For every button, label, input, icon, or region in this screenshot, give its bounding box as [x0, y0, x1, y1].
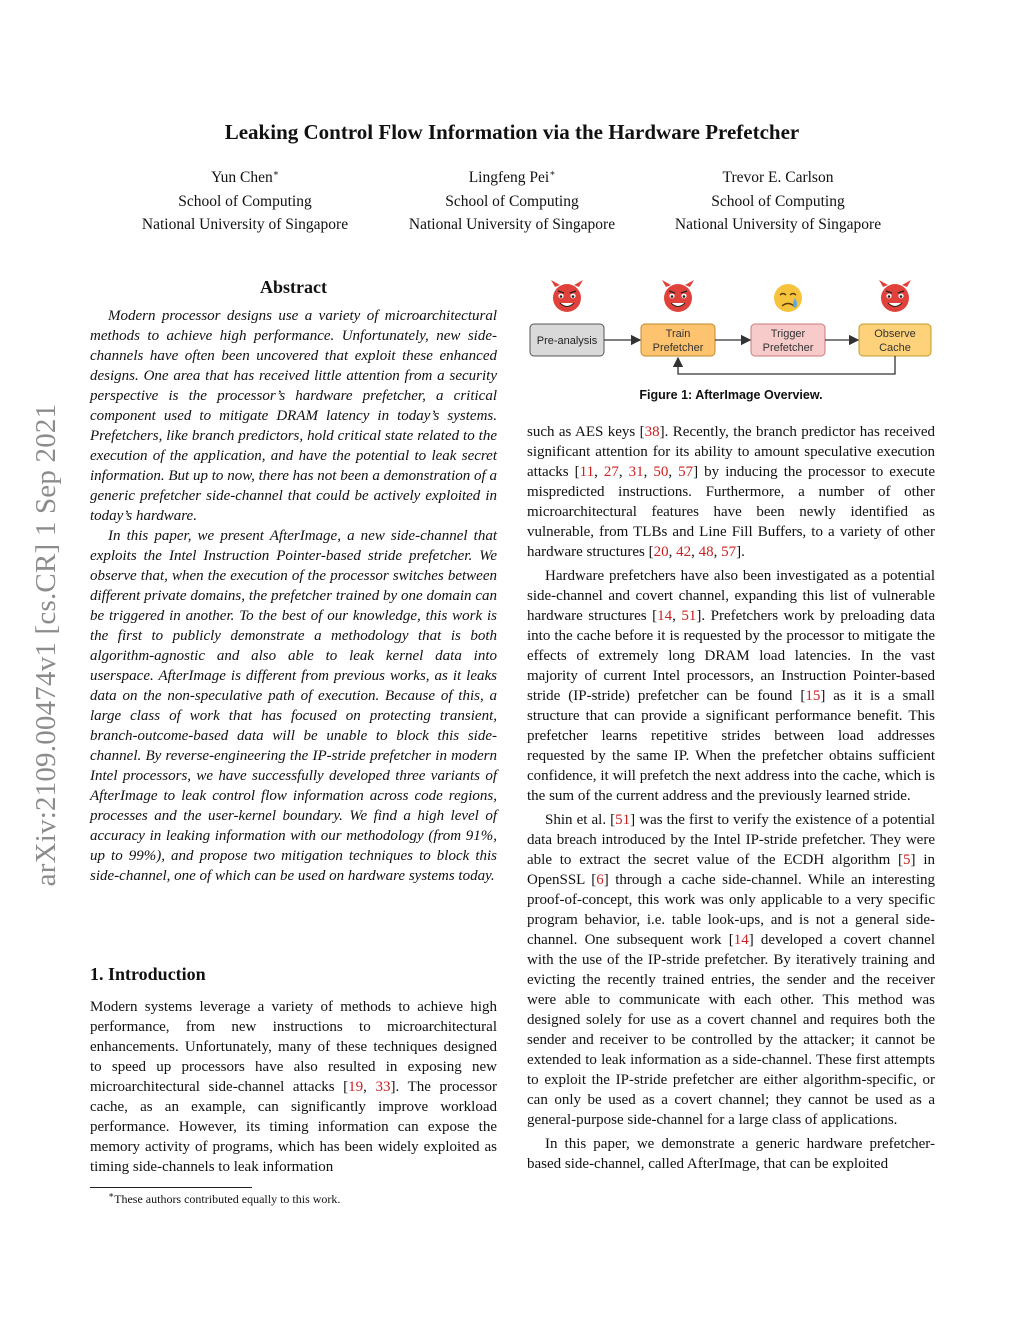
- text-run: ,: [691, 544, 699, 560]
- box-label: Pre-analysis: [536, 335, 598, 347]
- abstract-paragraph: In this paper, we present AfterImage, a new side-channel that exploits the Intel Instruction Pointer-based stride prefetcher. We observe that, when the execution of the processor switches between different private domains, the prefetcher trained by one domain can be triggered in another. To the best of our knowledge, this work is the first to publicly demonstrate a methodology that is both algorithm-agnostic and also able to leak kernel data into userspace. AfterImage is different from previous works, as it leaks data on the non-speculative path of execution. Because of this, a large class of work that has focused on protecting transient, branch-outcome-based data will be unable to block this side-channel. By reverse-engineering the IP-stride prefetcher in modern Intel processors, we have successfully developed three variants of AfterImage to leak control flow information across code regions, processes and the user-kernel boundary. We find a high level of accuracy in leaking information with our methodology (from 91%, up to 99%), and propose two mitigation techniques to block this side-channel, one of which can be used on hardware systems today.: [90, 528, 497, 884]
- citation-link[interactable]: 42: [676, 544, 692, 560]
- trigger-prefetcher-box: [751, 324, 825, 356]
- citation-link[interactable]: 33: [375, 1079, 391, 1095]
- citation-link[interactable]: 6: [596, 872, 604, 888]
- author-affiliation: National University of Singapore: [674, 216, 882, 233]
- text-run: ] as it is a small structure that can provide a significant performance benefit. This prefetcher learns repetitive strides between load addresses requested by the same IP. When the prefetcher obtains sufficient confidence, it will prefetch the next address into the cache, which is the sum of the current address and the previously learned stride.: [527, 688, 935, 804]
- box-label: Prefetcher: [762, 342, 814, 354]
- right-column-body: [527, 422, 935, 1174]
- text-run: ]. Prefetchers work by preloading data into the cache before it is requested by the processor to mitigate the effects of extremely long DRAM load latencies. In the vast majority of current Intel processors, an Instruction Pointer-based stride (IP-stride) prefetcher can be found [: [527, 608, 936, 704]
- author-dept: School of Computing: [711, 192, 845, 210]
- body-paragraph: [527, 422, 935, 562]
- text-run: ]. Recently, the branch predictor has received significant attention for its ability to amount speculative execution attacks [: [527, 424, 935, 480]
- author-name: Trevor E. Carlson: [722, 169, 834, 186]
- citation-link[interactable]: 19: [348, 1079, 364, 1095]
- author-affiliation: National University of Singapore: [408, 216, 616, 233]
- box-label: Prefetcher: [652, 342, 704, 354]
- text-run: ] in OpenSSL [: [527, 852, 935, 888]
- text-run: ] through a cache side-channel. While an interesting proof-of-concept, this work was only applicable to a very specific program behavior, i.e. table look-ups, and is not a general side-channel. One subsequent work [: [527, 872, 935, 948]
- abstract-body: [90, 306, 497, 886]
- author-dept: School of Computing: [178, 192, 312, 210]
- text-run: ]. The processor cache, as an example, can significantly improve workload performance. However, its timing information can expose the memory activity of programs, which has been widely exploited as timing side-channels to leak information: [90, 1079, 497, 1175]
- citation-link[interactable]: 15: [805, 688, 821, 704]
- text-run: Shin et al. [: [545, 812, 616, 828]
- devil-emoji-icon: [551, 280, 583, 312]
- author-name: Yun Chen: [211, 169, 273, 186]
- citation-link[interactable]: 48: [698, 544, 714, 560]
- body-paragraph: [527, 1134, 935, 1174]
- text-run: ,: [713, 544, 722, 560]
- text-run: ,: [668, 544, 677, 560]
- footnote-mark: ∗: [108, 1190, 115, 1200]
- citation-link[interactable]: 11: [579, 464, 595, 480]
- devil-emoji-icon: [879, 280, 911, 312]
- box-label: Observe: [874, 328, 916, 340]
- train-prefetcher-box: [641, 324, 715, 356]
- box-label: Trigger: [770, 328, 806, 340]
- citation-link[interactable]: 51: [615, 812, 631, 828]
- author-block: [115, 166, 375, 237]
- citation-link[interactable]: 27: [603, 464, 619, 480]
- citation-link[interactable]: 50: [653, 464, 669, 480]
- text-run: ].: [736, 544, 745, 560]
- citation-link[interactable]: 20: [653, 544, 669, 560]
- observe-cache-box: [859, 324, 931, 356]
- crying-emoji-icon: [774, 284, 802, 312]
- citation-link[interactable]: 5: [903, 852, 911, 868]
- footnote-rule: [90, 1187, 252, 1188]
- author-name: Lingfeng Pei: [468, 169, 550, 186]
- footnote: [90, 1192, 340, 1207]
- pre-analysis-box: [530, 324, 604, 356]
- introduction-body: [90, 997, 497, 1177]
- text-run: Hardware prefetchers have also been investigated as a potential side-channel and covert channel, expanding this list of vulnerable hardware structures [: [527, 568, 935, 624]
- citation-link[interactable]: 57: [678, 464, 694, 480]
- text-run: ] was the first to verify the existence of a potential data breach introduced by the Intel IP-stride prefetcher. They were able to extract the secret value of the ECDH algorithm [: [527, 812, 936, 868]
- text-run: ,: [618, 464, 629, 480]
- body-paragraph: [527, 566, 935, 806]
- text-run: ,: [594, 464, 604, 480]
- body-paragraph: [527, 810, 935, 1130]
- loop-back-arrow: [678, 356, 895, 374]
- equal-contribution-mark: ∗: [549, 167, 556, 178]
- citation-link[interactable]: 51: [681, 608, 697, 624]
- text-run: ,: [643, 464, 654, 480]
- text-run: ,: [668, 464, 679, 480]
- afterimage-overview-figure: [527, 280, 935, 380]
- text-run: ,: [363, 1079, 376, 1095]
- text-run: Modern systems leverage a variety of methods to achieve high performance, from new instructions to microarchitectural enhancements. Unfortunately, many of these techniques designed to speed up processors have also resulted in exposing new microarchitectural side-channel attacks [: [90, 999, 497, 1095]
- abstract-heading: Abstract: [260, 277, 327, 297]
- abstract-paragraph: Modern processor designs use a variety of microarchitectural methods to achieve high performance. Unfortunately, new side-channels have often been uncovered that exploit these enhanced designs. One area that has received little attention from a security perspective is the processor’s hardware prefetcher, a critical component used to mitigate DRAM latency in today’s systems. Prefetchers, like branch predictors, hold critical state related to the execution of the application, and have the potential to leak secret information. But up to now, there has not been a demonstration of a generic prefetcher side-channel that could be actively exploited in today’s hardware.: [90, 308, 497, 524]
- arxiv-stamp: arXiv:2109.00474v1 [cs.CR] 1 Sep 2021: [30, 403, 62, 887]
- text-run: ] developed a covert channel with the use of the IP-stride prefetcher. By iteratively training and evicting the recently trained entries, the sender and the receiver were able to communicate with each other. This method was designed solely for use as a covert channel and requires both the sender and receiver to be controlled by the attacker; it cannot be extended to leak information as a side-channel. These first attempts to exploit the IP-stride prefetcher are either algorithm-specific, or can only be used as a covert channel; they cannot be used as a general-purpose side-channel for a large class of applications.: [527, 932, 935, 1128]
- section-heading-introduction: 1. Introduction: [90, 964, 206, 984]
- equal-contribution-mark: ∗: [272, 167, 279, 178]
- citation-link[interactable]: 38: [644, 424, 660, 440]
- box-label: Cache: [879, 342, 911, 354]
- devil-emoji-icon: [662, 280, 694, 312]
- author-dept: School of Computing: [445, 192, 579, 210]
- author-block: [382, 166, 642, 237]
- citation-link[interactable]: 31: [628, 464, 644, 480]
- text-run: In this paper, we demonstrate a generic hardware prefetcher-based side-channel, called AfterImage, that can be exploited: [527, 1136, 935, 1172]
- author-block: [648, 166, 908, 237]
- citation-link[interactable]: 57: [721, 544, 737, 560]
- text-run: ,: [672, 608, 682, 624]
- figure-caption: Figure 1: AfterImage Overview.: [639, 388, 823, 402]
- text-run: such as AES keys [: [527, 424, 645, 440]
- text-run: ] by inducing the processor to execute mispredicted instructions. Furthermore, a number of other microarchitectural features have been newly identified as vulnerable, from TLBs and Line Fill Buffers, to a variety of other hardware structures [: [527, 464, 936, 560]
- paper-title: Leaking Control Flow Information via the Hardware Prefetcher: [224, 120, 800, 144]
- intro-paragraph: [90, 997, 497, 1177]
- citation-link[interactable]: 14: [733, 932, 749, 948]
- box-label: Train: [665, 328, 691, 340]
- citation-link[interactable]: 14: [657, 608, 673, 624]
- footnote-text: These authors contributed equally to this work.: [114, 1192, 341, 1206]
- author-affiliation: National University of Singapore: [141, 216, 349, 233]
